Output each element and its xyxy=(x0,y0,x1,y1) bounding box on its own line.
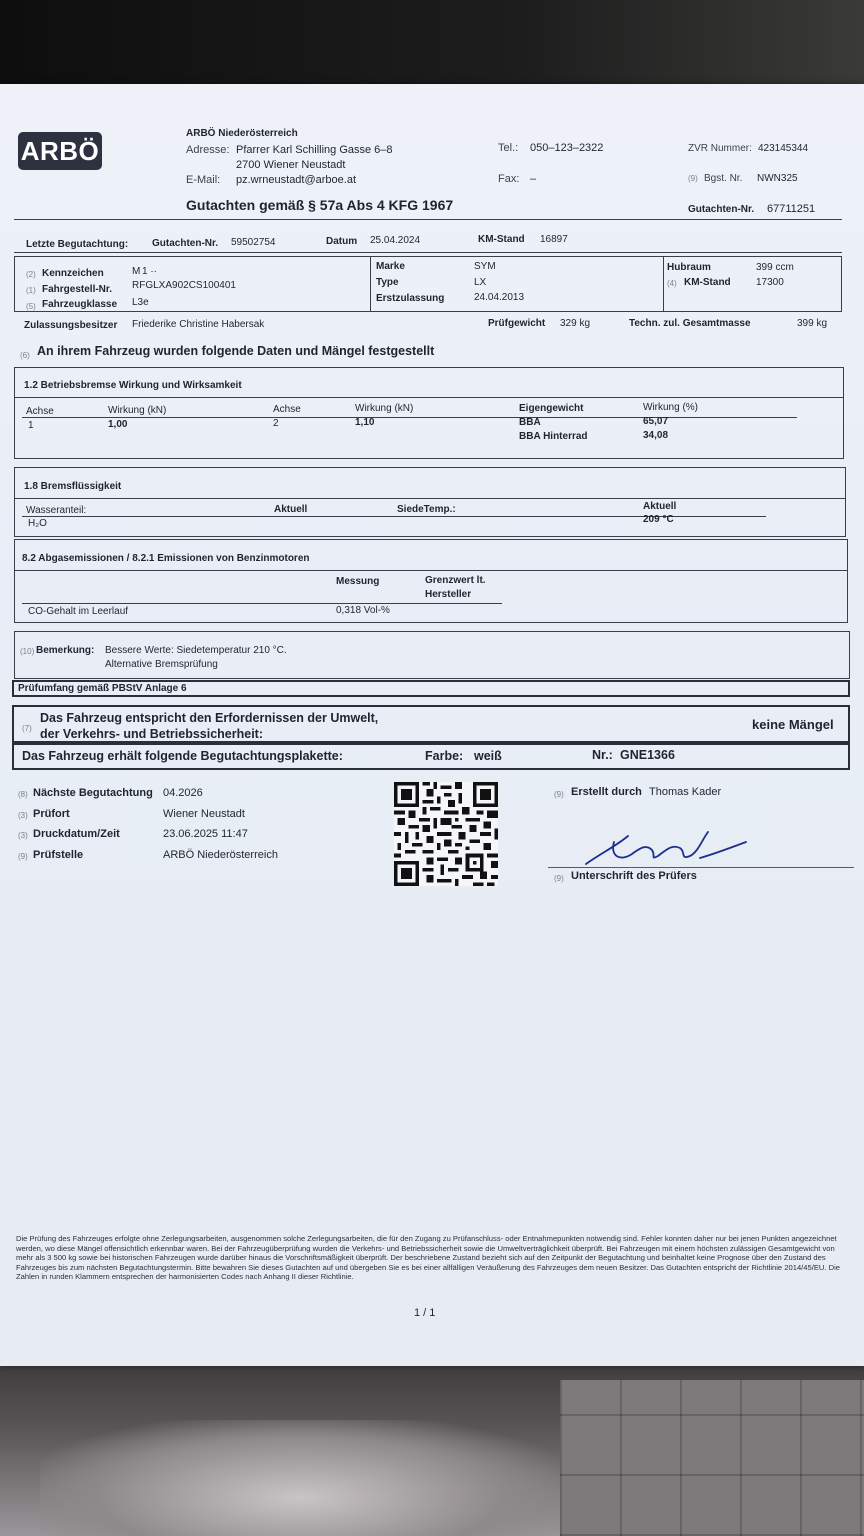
result-line1: Das Fahrzeug entspricht den Erfordernissen der Umwelt, xyxy=(40,711,379,725)
besitzer-value: Friederike Christine Habersak xyxy=(132,319,265,330)
address-line2: 2700 Wiener Neustadt xyxy=(236,159,346,171)
brake-fluid-section xyxy=(14,467,846,537)
bgst-code: (9) xyxy=(688,174,698,183)
remark-line2: Alternative Bremsprüfung xyxy=(105,659,218,670)
result-code: (7) xyxy=(22,724,32,733)
druck-code: (3) xyxy=(18,831,28,840)
erstellt-durch-label: Erstellt durch xyxy=(571,786,642,798)
wasseranteil-label: Wasseranteil: xyxy=(26,505,87,516)
fin-value: RFGLXA902CS100401 xyxy=(132,280,236,291)
signature-line xyxy=(548,867,854,868)
email-label: E-Mail: xyxy=(186,174,221,186)
erstzulassung-label: Erstzulassung xyxy=(376,293,445,304)
marke-value: SYM xyxy=(474,261,496,272)
emission-header-hersteller: Hersteller xyxy=(425,589,472,600)
signature-label: Unterschrift des Prüfers xyxy=(571,870,697,882)
tel-label: Tel.: xyxy=(498,142,519,154)
klasse-label: Fahrzeugklasse xyxy=(42,299,118,310)
brake-achse1-value: 1 xyxy=(28,420,34,431)
last-inspection-date-label: Datum xyxy=(326,236,358,247)
farbe-value: weiß xyxy=(474,749,502,763)
plakette-label: Das Fahrzeug erhält folgende Begutachtungsplakette: xyxy=(22,749,343,763)
email-value: pz.wrneustadt@arboe.at xyxy=(236,174,357,186)
co-label: CO-Gehalt im Leerlauf xyxy=(28,606,129,617)
last-inspection-underline xyxy=(14,252,842,253)
h2o-label: H₂O xyxy=(28,518,47,529)
fax-value: – xyxy=(530,173,537,185)
brake-header-underline xyxy=(22,417,797,418)
findings-code: (6) xyxy=(20,351,30,360)
stelle-code: (9) xyxy=(18,852,28,861)
remark-label: Bemerkung: xyxy=(36,645,95,656)
background-floor xyxy=(560,1380,864,1536)
sig-code: (9) xyxy=(554,874,564,883)
fin-label: Fahrgestell-Nr. xyxy=(42,284,113,295)
erstellt-durch-value: Thomas Kader xyxy=(649,786,722,798)
fin-code: (1) xyxy=(26,286,36,295)
address-line1: Pfarrer Karl Schilling Gasse 6–8 xyxy=(236,144,393,156)
legal-fineprint: Die Prüfung des Fahrzeuges erfolgte ohne Zerlegungsarbeiten, ausgenommen solche Zerlegungsarbeiten, die für den Zugang zu Prüfanschluss- oder Entnahmepunkten notwendig sind. Fehler konnten daher nur bei jenen Punkten angezeichnet werden, wo diese Mängel offensichtlich erkennbar waren. Bei der Fahrzeugüberprüfung wurden die Verkehrs- und Betriebssicherheit sowie die Umweltverträglichkeit überprüft. Bei Fahrzeugen mit einem höchsten zulässigen Gesamtgewicht von mehr als 3 500 kg sowie bei historischen Fahrzeugen wurde darüber hinaus die Vorschriftsmäßigkeit überprüft. Der beschriebene Zustand bezieht sich auf den Zeitpunkt der Begutachtung und beinhaltet keine Prognose über den Zustand des Fahrzeuges bis zum nächsten Begutachtungstermin. Bitte bewahren Sie dieses Gutachten auf und übergeben Sie es bei einer allfälligen Veräußerung des Fahrzeuges dem neuen Besitzer. Das Gutachten entspricht der Richtlinie 2014/45/EU. Die Zahlen in runden Klammern entsprechen der harmonisierten Codes nach Anhang II dieser Richtlinie. xyxy=(16,1234,840,1282)
remark-line1: Bessere Werte: Siedetemperatur 210 °C. xyxy=(105,645,287,656)
bba-value: 65,07 xyxy=(643,416,669,427)
plakette-nr-label: Nr.: xyxy=(592,748,613,762)
last-inspection-km-label: KM-Stand xyxy=(478,234,525,245)
vehicle-divider-2 xyxy=(663,256,664,312)
zvr-label: ZVR Nummer: xyxy=(688,143,752,154)
report-title: Gutachten gemäß § 57a Abs 4 KFG 1967 xyxy=(186,197,454,213)
bba-hinterrad-label: BBA Hinterrad xyxy=(519,431,588,442)
kennzeichen-label: Kennzeichen xyxy=(42,268,104,279)
last-inspection-nr-label: Gutachten-Nr. xyxy=(152,238,219,249)
druckdatum-label: Druckdatum/Zeit xyxy=(33,828,120,840)
brake-achse2-value: 2 xyxy=(273,418,279,429)
fax-label: Fax: xyxy=(498,173,520,185)
org-name: ARBÖ Niederösterreich xyxy=(186,128,298,139)
bba-hinterrad-value: 34,08 xyxy=(643,430,669,441)
pruefstelle-value: ARBÖ Niederösterreich xyxy=(163,849,278,861)
kennzeichen-value: M 1 ·· xyxy=(132,266,157,277)
gesamtmasse-label: Techn. zul. Gesamtmasse xyxy=(629,318,751,329)
km-code: (4) xyxy=(667,279,677,288)
siedetemp-label: SiedeTemp.: xyxy=(397,504,456,515)
header-divider xyxy=(14,219,842,220)
background-cloth xyxy=(40,1420,560,1536)
pruefgewicht-label: Prüfgewicht xyxy=(488,318,546,329)
brake-header-wirkung-pct: Wirkung (%) xyxy=(643,402,699,413)
marke-label: Marke xyxy=(376,261,405,272)
brake-header-achse1: Achse xyxy=(26,406,54,417)
brake-fluid-title: 1.8 Bremsflüssigkeit xyxy=(24,481,122,492)
gutachten-nr-value: 67711251 xyxy=(767,203,816,215)
remark-code: (10) xyxy=(20,647,35,656)
emission-header-messung: Messung xyxy=(336,576,380,587)
farbe-label: Farbe: xyxy=(425,749,464,763)
vehicle-divider-1 xyxy=(370,256,371,312)
last-inspection-date: 25.04.2024 xyxy=(370,235,421,246)
next-inspection-label: Nächste Begutachtung xyxy=(33,787,153,799)
last-inspection-label: Letzte Begutachtung: xyxy=(26,239,129,250)
pruefgewicht-value: 329 kg xyxy=(560,318,591,329)
next-inspection-value: 04.2026 xyxy=(163,787,203,799)
signature-drawing xyxy=(580,824,750,870)
address-label: Adresse: xyxy=(186,144,230,156)
hubraum-value: 399 ccm xyxy=(756,262,794,273)
pruefort-label: Prüfort xyxy=(33,808,70,820)
klasse-code: (5) xyxy=(26,302,36,311)
qr-code xyxy=(394,782,498,886)
siedetemp-aktuell-label: Aktuell xyxy=(643,501,677,512)
bba-label: BBA xyxy=(519,417,541,428)
findings-title: An ihrem Fahrzeug wurden folgende Daten und Mängel festgestellt xyxy=(37,344,435,358)
km-stand-label: KM-Stand xyxy=(684,277,731,288)
druckdatum-value: 23.06.2025 11:47 xyxy=(163,828,248,840)
brake-title-divider xyxy=(14,397,844,398)
wasseranteil-aktuell-label: Aktuell xyxy=(274,504,308,515)
page-number: 1 / 1 xyxy=(414,1307,436,1319)
kennzeichen-code: (2) xyxy=(26,270,36,279)
hubraum-label: Hubraum xyxy=(667,262,711,273)
inspection-report-paper xyxy=(0,84,864,1366)
arboe-logo: ARBÖ xyxy=(18,132,102,170)
gutachten-nr-label: Gutachten-Nr. xyxy=(688,204,755,215)
ort-code: (3) xyxy=(18,811,28,820)
scope-text: Prüfumfang gemäß PBStV Anlage 6 xyxy=(18,683,187,694)
bgst-value: NWN325 xyxy=(757,173,798,184)
plakette-nr-value: GNE1366 xyxy=(620,748,675,762)
brake-header-eigengewicht: Eigengewicht xyxy=(519,403,584,414)
emission-title: 8.2 Abgasemissionen / 8.2.1 Emissionen von Benzinmotoren xyxy=(22,553,310,564)
brake-wirkung2-value: 1,10 xyxy=(355,417,375,428)
erstellt-code: (9) xyxy=(554,790,564,799)
result-line2: der Verkehrs- und Betriebssicherheit: xyxy=(40,727,263,741)
emission-title-divider xyxy=(14,570,848,571)
brake-fluid-title-divider xyxy=(14,498,846,499)
type-value: LX xyxy=(474,277,487,288)
last-inspection-km: 16897 xyxy=(540,234,568,245)
emission-header-grenzwert: Grenzwert lt. xyxy=(425,575,486,586)
gesamtmasse-value: 399 kg xyxy=(797,318,828,329)
emission-header-underline xyxy=(22,603,502,604)
type-label: Type xyxy=(376,277,399,288)
klasse-value: L3e xyxy=(132,297,149,308)
siedetemp-value: 209 °C xyxy=(643,514,674,525)
brake-header-wirkung2: Wirkung (kN) xyxy=(355,403,414,414)
last-inspection-nr: 59502754 xyxy=(231,237,276,248)
brake-header-achse2: Achse xyxy=(273,404,301,415)
pruefstelle-label: Prüfstelle xyxy=(33,849,84,861)
zvr-value: 423145344 xyxy=(758,143,809,154)
co-value: 0,318 Vol-% xyxy=(336,605,390,616)
erstzulassung-value: 24.04.2013 xyxy=(474,292,525,303)
brake-title: 1.2 Betriebsbremse Wirkung und Wirksamkeit xyxy=(24,380,242,391)
brake-wirkung1-value: 1,00 xyxy=(108,419,128,430)
pruefort-value: Wiener Neustadt xyxy=(163,808,245,820)
result-status: keine Mängel xyxy=(752,717,834,732)
next-code: (8) xyxy=(18,790,28,799)
besitzer-label: Zulassungsbesitzer xyxy=(24,320,118,331)
km-stand-value: 17300 xyxy=(756,277,784,288)
background-top xyxy=(0,0,864,90)
bgst-label: Bgst. Nr. xyxy=(704,173,743,184)
tel-value: 050–123–2322 xyxy=(530,142,604,154)
brake-header-wirkung1: Wirkung (kN) xyxy=(108,405,167,416)
